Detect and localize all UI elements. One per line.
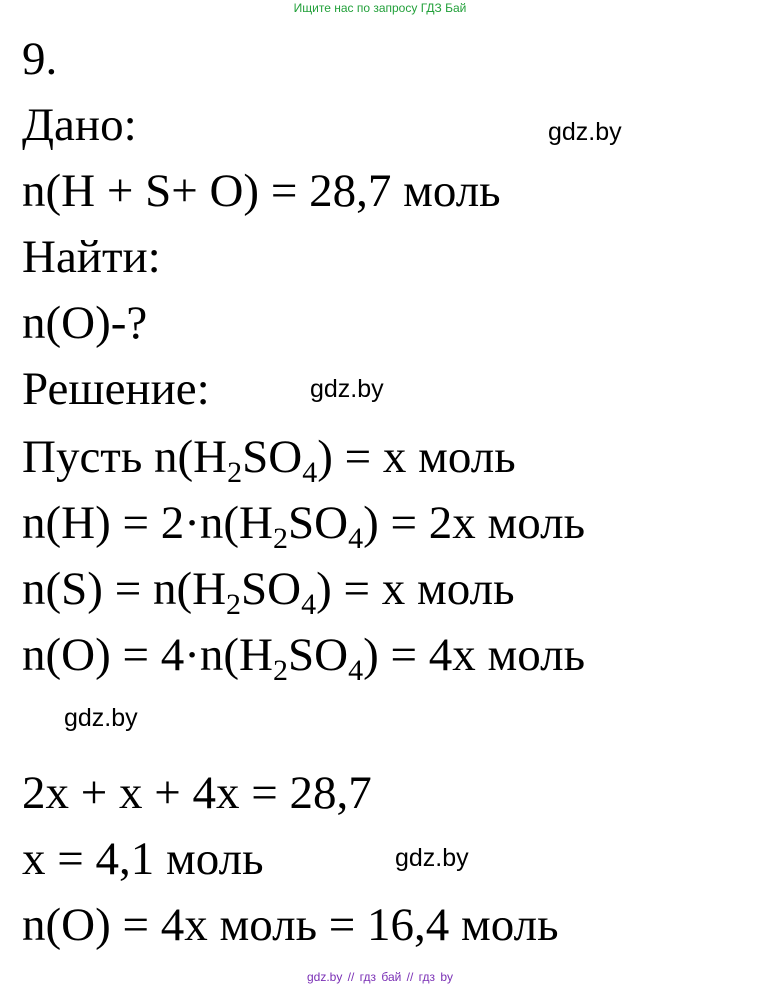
- x-value: x = 4,1 моль: [22, 833, 264, 885]
- top-banner: Ищите нас по запросу ГДЗ Бай: [293, 1, 467, 15]
- solution-line-1: Пусть $n(H_2SO_4) = x$ моль: [22, 431, 516, 489]
- watermark: gdz.by: [64, 704, 138, 732]
- find-label: Найти:: [22, 231, 161, 283]
- find-target: n(O)-?: [22, 297, 148, 349]
- solution-label: Решение:: [22, 363, 210, 415]
- watermark: gdz.by: [310, 375, 384, 403]
- watermark: gdz.by: [395, 844, 469, 872]
- given-condition: n(H + S+ O) = 28,7 моль: [22, 165, 501, 217]
- answer: n(O) = 4x моль = 16,4 моль: [22, 899, 559, 951]
- bottom-banner: gdz.by // гдз бай // гдз by: [306, 970, 454, 984]
- solution-line-4: $n(O) = 4\cdot n(H_2SO_4) = 4x$ моль: [22, 629, 586, 687]
- solution-line-3: $n(S) = n(H_2SO_4) = x$ моль: [22, 563, 515, 621]
- equation: 2x + x + 4x = 28,7: [22, 767, 372, 819]
- solution-line-2: $n(H) = 2\cdot n(H_2SO_4) = 2x$ моль: [22, 497, 586, 555]
- task-number: 9.: [22, 33, 58, 85]
- watermark: gdz.by: [548, 118, 622, 146]
- given-label: Дано:: [22, 99, 137, 151]
